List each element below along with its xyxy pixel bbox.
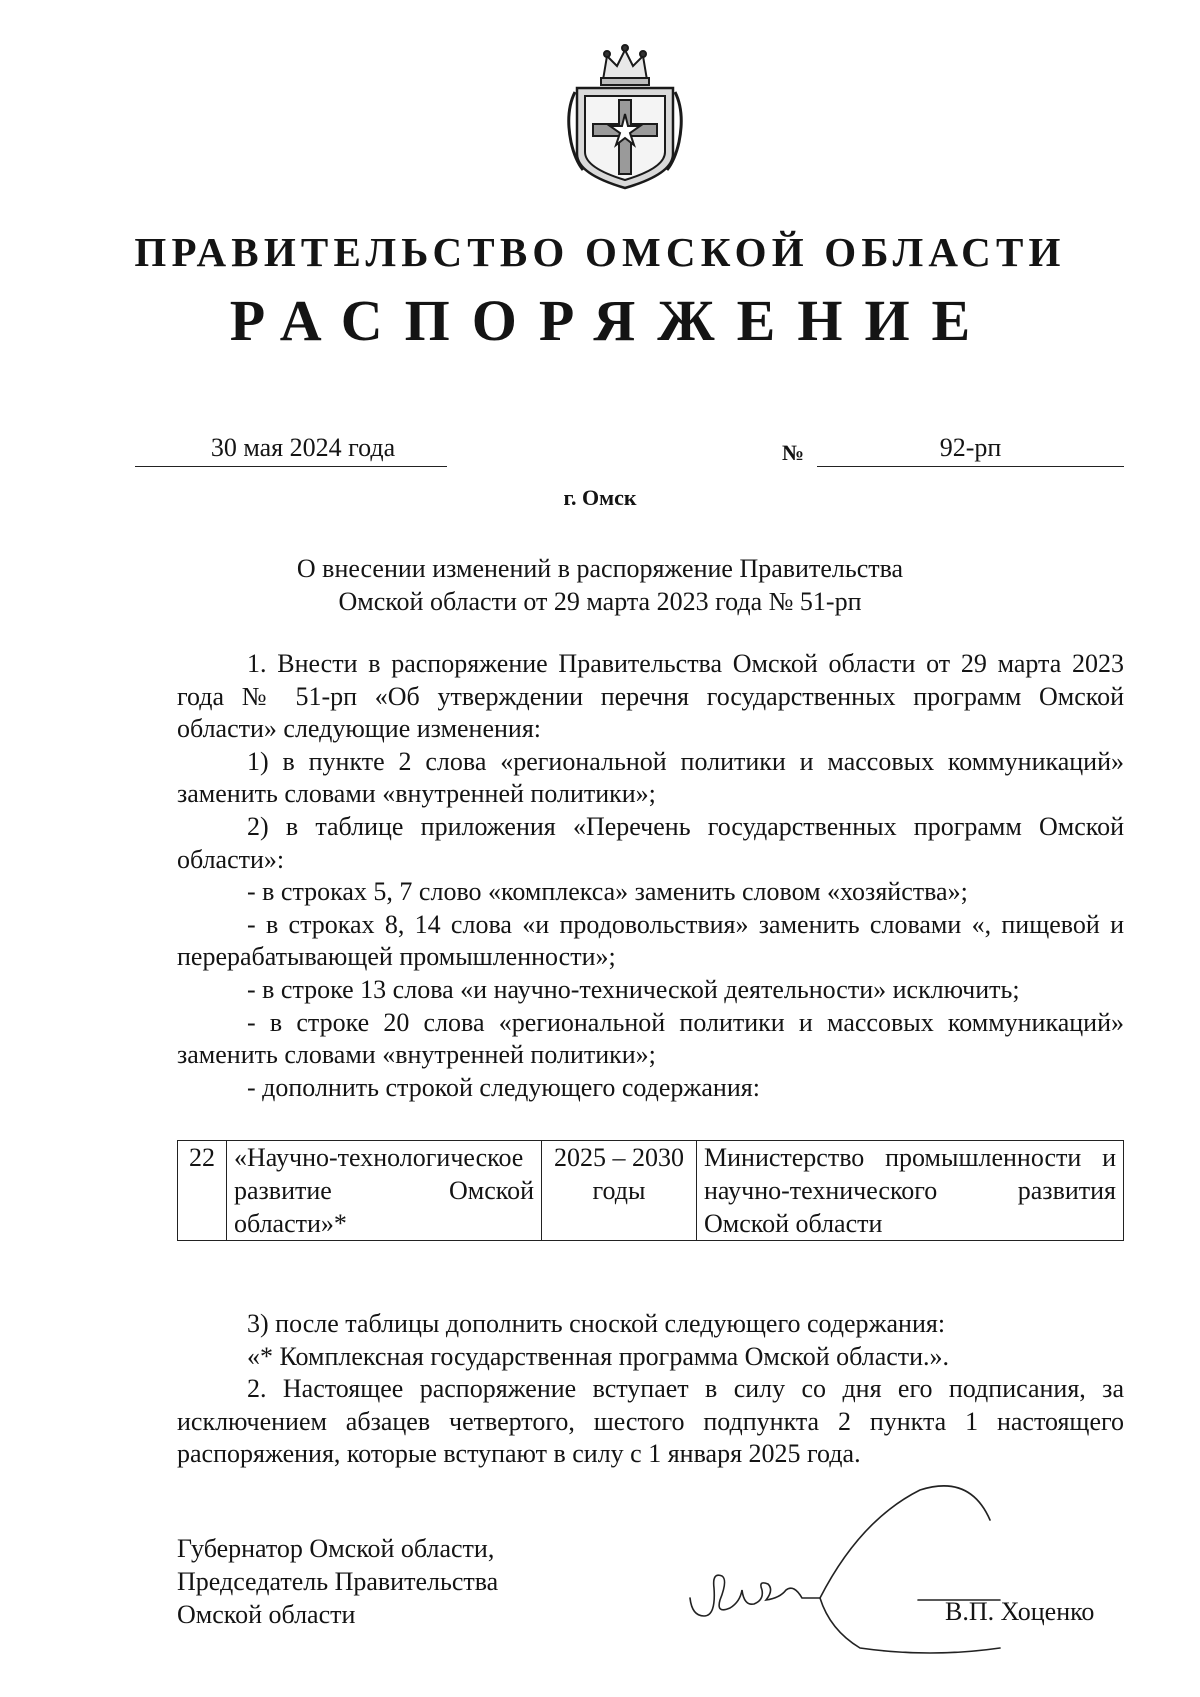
number-sign: № [782,440,805,465]
amendment-table [177,1140,1124,1241]
paragraph-bullet-3: - в строке 13 слова «и научно-технической деятельности» исключить; [247,974,1020,1004]
document-body-continued [177,1308,1124,1471]
table-row [178,1141,1124,1241]
position-line-1: Губернатор Омской области, [177,1534,495,1563]
city-label: г. Омск [563,485,637,510]
paragraph-1: 1. Внести в распоряжение Правительства Омской области от 29 марта 2023 года № 51-рп «Об утверждении перечня государственных программ Омской области» следующие изменения: [177,649,1124,744]
paragraph-bullet-1: - в строках 5, 7 слово «комплекса» заменить словом «хозяйства»; [247,877,968,907]
footnote-text: «* Комплексная государственная программа Омской области.». [247,1341,950,1371]
subject-line-1: О внесении изменений в распоряжение Правительства [296,554,904,583]
handwritten-signature [670,1480,1100,1660]
paragraph-bullet-2: - в строках 8, 14 слова «и продовольствия» заменить словами «, пищевой и перерабатывающей промышленности»; [177,909,1124,972]
program-name-cell: «Научно-технологическое развитие Омской области»* [227,1141,542,1241]
document-type-title: РАСПОРЯЖЕНИЕ [229,288,993,353]
position-line-2: Председатель Правительства [177,1567,499,1596]
document-subject [0,552,1200,618]
row-number-cell: 22 [178,1141,227,1241]
position-line-3: Омской области [177,1600,356,1629]
document-number: 92-рп [817,433,1124,467]
government-title: ПРАВИТЕЛЬСТВО ОМСКОЙ ОБЛАСТИ [134,229,1066,275]
signer-name: В.П. Хоценко [945,1597,1095,1626]
paragraph-1-3: 3) после таблицы дополнить сноской следующего содержания: [247,1309,946,1338]
document-date [135,433,447,467]
paragraph-bullet-4: - в строке 20 слова «региональной политики и массовых коммуникаций» заменить словами «внутренней политики»; [177,1007,1124,1070]
signatory-position [177,1532,498,1631]
paragraph-bullet-5: - дополнить строкой следующего содержания: [247,1072,760,1102]
date-text: 30 мая 2024 года [210,433,396,462]
executor-cell: Министерство промышленности и научно-технического развития Омской области [697,1141,1124,1241]
period-cell: 2025 – 2030 годы [542,1141,697,1241]
document-body [177,648,1124,1104]
coat-of-arms-icon [565,42,685,192]
paragraph-2: 2. Настоящее распоряжение вступает в силу со дня его подписания, за исключением абзацев четвертого, шестого подпункта 2 пункта 1 настоящего распоряжения, которые вступают в силу с 1 января 2025 года. [177,1374,1124,1469]
paragraph-1-2: 2) в таблице приложения «Перечень государственных программ Омской области»: [177,811,1124,874]
paragraph-1-1: 1) в пункте 2 слова «региональной политики и массовых коммуникаций» заменить словами «внутренней политики»; [177,746,1124,809]
subject-line-2: Омской области от 29 марта 2023 года № 51-рп [338,587,862,616]
